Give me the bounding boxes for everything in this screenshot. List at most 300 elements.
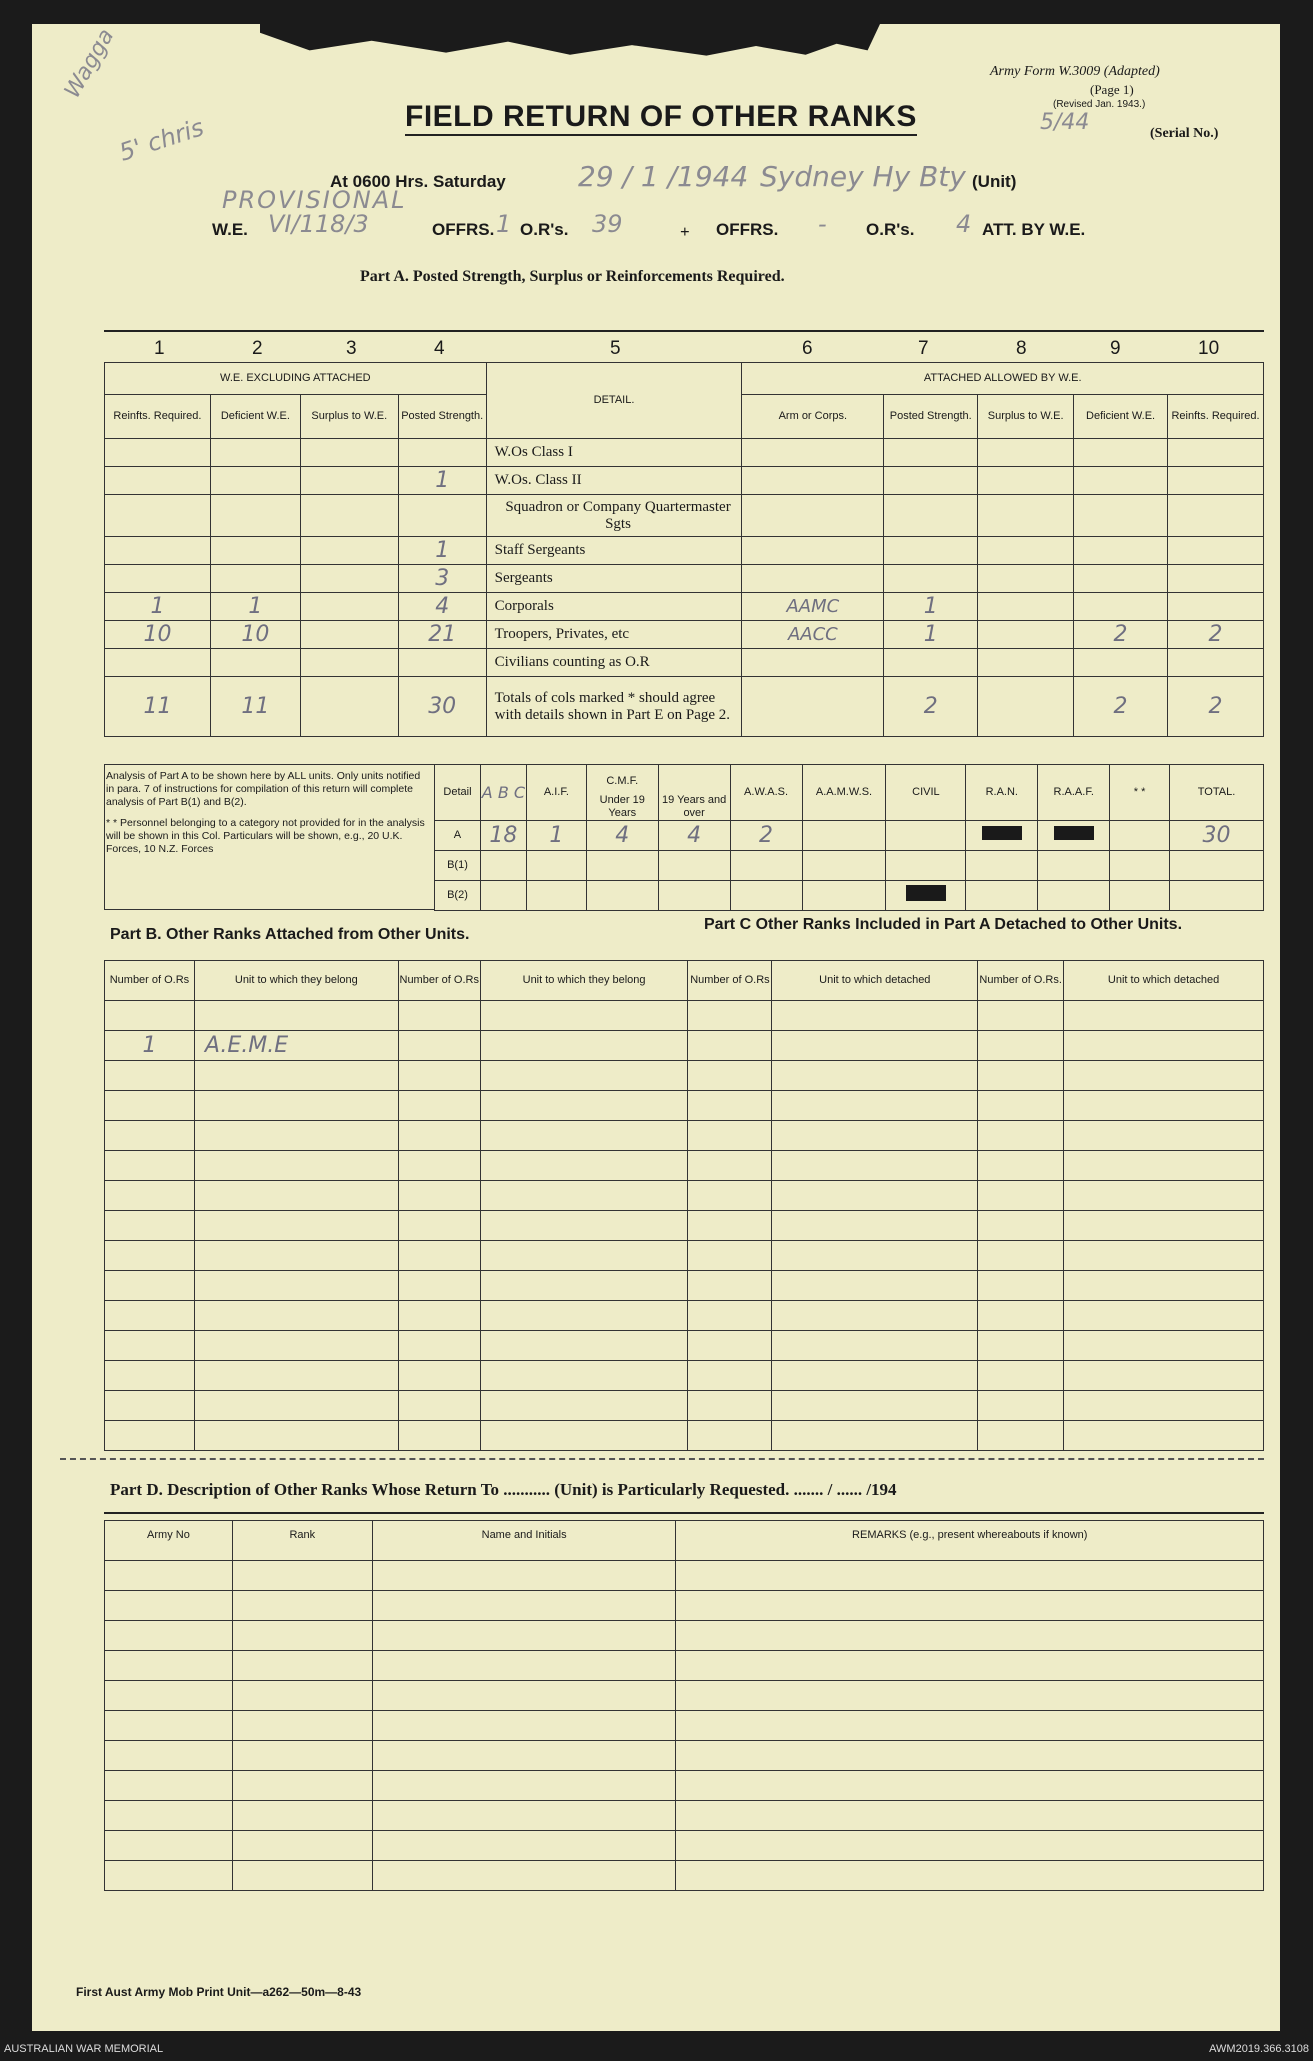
row-c10 <box>1168 537 1264 565</box>
row-c1: 11 <box>105 677 211 737</box>
row-c7: 1 <box>884 621 978 649</box>
row-detail: Squadron or Company Quartermaster Sgts <box>486 495 742 537</box>
part-bc-cell <box>978 1211 1064 1241</box>
part-d-cell <box>232 1771 372 1801</box>
row-c4: 3 <box>398 565 486 593</box>
part-bc-row <box>105 1301 1264 1331</box>
part-b-unit-header-1: Unit to which they belong <box>194 961 398 1001</box>
row-c10: 2 <box>1168 621 1264 649</box>
part-bc-cell <box>688 1391 772 1421</box>
part-bc-rows <box>105 1001 1264 1451</box>
part-d-rank: Rank <box>232 1521 372 1561</box>
part-bc-cell <box>688 1091 772 1121</box>
row-c10 <box>1168 593 1264 621</box>
row-c10 <box>1168 649 1264 677</box>
row-c6 <box>742 467 884 495</box>
part-bc-row <box>105 1091 1264 1121</box>
part-bc-cell <box>978 1151 1064 1181</box>
part-d-row <box>105 1711 1264 1741</box>
col-surplus-we: Surplus to W.E. <box>300 395 398 439</box>
part-d-cell <box>105 1861 233 1891</box>
part-d-cell <box>105 1681 233 1711</box>
part-d-cell <box>232 1711 372 1741</box>
part-bc-cell <box>105 1121 195 1151</box>
time-label: At 0600 Hrs. Saturday <box>330 172 506 191</box>
part-bc-cell <box>194 1121 398 1151</box>
part-bc-cell <box>978 1121 1064 1151</box>
part-bc-cell <box>194 1241 398 1271</box>
row-c9 <box>1074 649 1168 677</box>
col-att-surplus: Surplus to W.E. <box>978 395 1074 439</box>
attached-allowed-header: ATTACHED ALLOWED BY W.E. <box>742 363 1264 395</box>
row-c7 <box>884 467 978 495</box>
part-d-cell <box>372 1651 676 1681</box>
part-c-num-header-2: Number of O.Rs. <box>978 961 1064 1001</box>
part-d-row <box>105 1801 1264 1831</box>
part-bc-cell <box>772 1001 978 1031</box>
part-d-army-no: Army No <box>105 1521 233 1561</box>
part-d-cell <box>676 1621 1264 1651</box>
part-d-cell <box>232 1741 372 1771</box>
we-label: W.E. <box>212 220 248 239</box>
cut-line <box>60 1458 1264 1460</box>
row-c7 <box>884 495 978 537</box>
row-c4: 4 <box>398 593 486 621</box>
part-bc-cell <box>194 1391 398 1421</box>
analysis-note-2: * * Personnel belonging to a category not provided for in the analysis will be shown in this Col. Particulars will be shown, e.g., 20 U.K. Forces, 10 N.Z. Forces <box>106 817 425 855</box>
part-bc-cell <box>772 1121 978 1151</box>
part-d-row <box>105 1561 1264 1591</box>
part-d-cell <box>232 1861 372 1891</box>
col-num-4: 4 <box>434 338 445 359</box>
part-c-title: Part C Other Ranks Included in Part A Detached to Other Units. <box>704 916 1183 933</box>
part-bc-cell <box>398 1211 480 1241</box>
row-c10 <box>1168 467 1264 495</box>
part-bc-cell <box>688 1361 772 1391</box>
col-num-1: 1 <box>154 338 165 359</box>
row-c1 <box>105 467 211 495</box>
part-bc-cell <box>105 1241 195 1271</box>
part-d-cell <box>105 1651 233 1681</box>
row-c9 <box>1074 537 1168 565</box>
part-bc-row <box>105 1121 1264 1151</box>
analysis-over19: 19 Years and over <box>658 765 730 821</box>
row-c2 <box>210 565 300 593</box>
analysis-a-awas: 2 <box>730 821 802 851</box>
col-att-deficient: Deficient W.E. <box>1074 395 1168 439</box>
part-bc-cell <box>398 1091 480 1121</box>
part-d-title: Part D. Description of Other Ranks Whose Return To ........... (Unit) is Particularly Requested. ....... / ...... /194 <box>110 1480 897 1499</box>
row-c3 <box>300 565 398 593</box>
part-bc-cell <box>1064 1181 1264 1211</box>
we-value: VI/118/3 <box>268 210 369 238</box>
row-c3 <box>300 649 398 677</box>
part-bc-cell <box>105 1361 195 1391</box>
part-bc-cell <box>194 1421 398 1451</box>
part-bc-cell <box>398 1361 480 1391</box>
part-a-rows <box>105 439 1264 737</box>
part-a-row <box>105 537 1264 565</box>
part-bc-cell <box>480 1421 688 1451</box>
analysis-civil: CIVIL <box>886 765 966 821</box>
part-bc-cell <box>398 1151 480 1181</box>
part-bc-cell <box>1064 1301 1264 1331</box>
part-a-title: Part A. Posted Strength, Surplus or Reinforcements Required. <box>360 268 785 285</box>
part-d-cell <box>105 1711 233 1741</box>
row-c7: 2 <box>884 677 978 737</box>
part-d-cell <box>105 1771 233 1801</box>
row-c4 <box>398 439 486 467</box>
part-c-unit-header-2: Unit to which detached <box>1064 961 1264 1001</box>
archive-ref: AWM2019.366.3108 <box>1209 2043 1309 2055</box>
part-bc-cell <box>480 1181 688 1211</box>
analysis-under19 <box>586 765 658 821</box>
part-bc-cell <box>772 1211 978 1241</box>
row-c10 <box>1168 495 1264 537</box>
part-d-name: Name and Initials <box>372 1521 676 1561</box>
row-c1 <box>105 439 211 467</box>
row-c9 <box>1074 467 1168 495</box>
part-d-row <box>105 1831 1264 1861</box>
row-detail: Totals of cols marked * should agree with details shown in Part E on Page 2. <box>486 677 742 737</box>
analysis-a-o19: 4 <box>658 821 730 851</box>
part-bc-cell <box>194 1181 398 1211</box>
part-d-cell <box>105 1591 233 1621</box>
analysis-total: TOTAL. <box>1170 765 1264 821</box>
part-bc-cell <box>194 1001 398 1031</box>
part-bc-cell <box>688 1001 772 1031</box>
part-bc-cell <box>1064 1391 1264 1421</box>
part-d-row <box>105 1591 1264 1621</box>
row-detail: W.Os Class I <box>486 439 742 467</box>
part-d-remarks: REMARKS (e.g., present whereabouts if known) <box>676 1521 1264 1561</box>
part-bc-cell <box>978 1271 1064 1301</box>
row-c2: 11 <box>210 677 300 737</box>
analysis-detail-label: Detail <box>435 765 481 821</box>
part-bc-cell <box>772 1031 978 1061</box>
part-bc-cell <box>105 1091 195 1121</box>
part-bc-cell <box>688 1421 772 1451</box>
offrs2-label: OFFRS. <box>716 220 779 239</box>
part-bc-cell <box>480 1091 688 1121</box>
part-bc-cell <box>105 1391 195 1421</box>
row-c4: 21 <box>398 621 486 649</box>
part-bc-cell <box>978 1361 1064 1391</box>
part-bc-cell <box>480 1241 688 1271</box>
analysis-row-a: A <box>435 821 481 851</box>
part-bc-cell <box>978 1301 1064 1331</box>
part-bc-cell <box>688 1271 772 1301</box>
part-a-row <box>105 565 1264 593</box>
part-bc-cell <box>480 1001 688 1031</box>
col-posted-strength: Posted Strength. <box>398 395 486 439</box>
part-bc-cell <box>194 1151 398 1181</box>
part-bc-cell <box>1064 1121 1264 1151</box>
col-num-2: 2 <box>252 338 263 359</box>
part-bc-cell <box>480 1361 688 1391</box>
part-bc-cell <box>398 1301 480 1331</box>
part-d-rule <box>104 1512 1264 1514</box>
part-bc-cell <box>688 1301 772 1331</box>
part-bc-cell <box>398 1121 480 1151</box>
raaf-redaction-block <box>1054 826 1094 840</box>
part-d-row <box>105 1621 1264 1651</box>
row-c6 <box>742 565 884 593</box>
part-bc-cell <box>978 1001 1064 1031</box>
part-d-cell <box>676 1681 1264 1711</box>
part-d-row <box>105 1651 1264 1681</box>
row-c2 <box>210 467 300 495</box>
analysis-a-aif: 1 <box>526 821 586 851</box>
part-bc-row <box>105 1421 1264 1451</box>
part-bc-cell <box>1064 1061 1264 1091</box>
part-bc-cell <box>194 1061 398 1091</box>
part-d-cell <box>232 1621 372 1651</box>
part-d-rows <box>105 1561 1264 1891</box>
part-bc-cell <box>978 1331 1064 1361</box>
part-bc-table <box>104 960 1264 1451</box>
part-d-cell <box>372 1561 676 1591</box>
row-c1 <box>105 495 211 537</box>
part-bc-cell <box>480 1151 688 1181</box>
ors-label: O.R's. <box>520 220 569 239</box>
col-num-7: 7 <box>918 338 929 359</box>
part-bc-cell <box>688 1031 772 1061</box>
part-d-cell <box>105 1621 233 1651</box>
part-bc-cell <box>772 1271 978 1301</box>
part-bc-cell <box>772 1091 978 1121</box>
row-c9 <box>1074 565 1168 593</box>
part-bc-row <box>105 1001 1264 1031</box>
part-bc-cell <box>398 1421 480 1451</box>
part-d-row <box>105 1741 1264 1771</box>
part-bc-cell <box>1064 1241 1264 1271</box>
row-c10: 2 <box>1168 677 1264 737</box>
part-d-cell <box>232 1801 372 1831</box>
part-bc-cell <box>398 1001 480 1031</box>
form-id: Army Form W.3009 (Adapted) <box>990 64 1160 79</box>
analysis-a-u19: 4 <box>586 821 658 851</box>
part-bc-cell <box>480 1301 688 1331</box>
part-bc-cell <box>480 1121 688 1151</box>
revised-label: (Revised Jan. 1943.) <box>1053 99 1146 110</box>
row-c6 <box>742 439 884 467</box>
row-c8 <box>978 593 1074 621</box>
offrs-label: OFFRS. <box>432 220 495 239</box>
row-c3 <box>300 677 398 737</box>
part-bc-cell <box>1064 1001 1264 1031</box>
part-bc-cell <box>1064 1331 1264 1361</box>
row-c3 <box>300 467 398 495</box>
col-att-reinfts: Reinfts. Required. <box>1168 395 1264 439</box>
analysis-awas: A.W.A.S. <box>730 765 802 821</box>
part-d-row <box>105 1681 1264 1711</box>
col-num-9: 9 <box>1110 338 1121 359</box>
part-bc-cell <box>978 1091 1064 1121</box>
col-reinfts-required: Reinfts. Required. <box>105 395 211 439</box>
analysis-a-raaf <box>1038 821 1110 851</box>
part-bc-cell <box>772 1181 978 1211</box>
part-b-unit-header-2: Unit to which they belong <box>480 961 688 1001</box>
part-bc-cell <box>105 1151 195 1181</box>
archive-bar <box>0 2039 1313 2061</box>
row-detail: Troopers, Privates, etc <box>486 621 742 649</box>
part-d-cell <box>232 1651 372 1681</box>
analysis-row-b1: B(1) <box>435 851 481 881</box>
part-bc-cell <box>398 1031 480 1061</box>
row-c8 <box>978 495 1074 537</box>
page-label: (Page 1) <box>1090 82 1134 97</box>
margin-note-2: 5' chris <box>115 113 208 167</box>
part-b-entry-num: 1 <box>105 1031 195 1061</box>
part-d-cell <box>372 1681 676 1711</box>
part-bc-cell <box>772 1331 978 1361</box>
part-bc-cell <box>772 1301 978 1331</box>
analysis-row-b2: B(2) <box>435 881 481 911</box>
part-d-cell <box>676 1591 1264 1621</box>
analysis-a-detail: 18 <box>480 821 526 851</box>
ors-value: 39 <box>592 210 623 238</box>
part-bc-cell <box>688 1331 772 1361</box>
part-d-cell <box>372 1711 676 1741</box>
col-num-5: 5 <box>610 338 621 359</box>
row-c4: 30 <box>398 677 486 737</box>
part-bc-cell <box>1064 1271 1264 1301</box>
analysis-raaf: R.A.A.F. <box>1038 765 1110 821</box>
row-detail: Corporals <box>486 593 742 621</box>
part-bc-cell <box>105 1181 195 1211</box>
row-c8 <box>978 467 1074 495</box>
part-bc-cell <box>480 1031 688 1061</box>
analysis-a-civil <box>886 821 966 851</box>
part-a-row <box>105 593 1264 621</box>
provisional-note: PROVISIONAL <box>222 186 407 214</box>
row-c3 <box>300 593 398 621</box>
part-d-cell <box>676 1711 1264 1741</box>
row-c6 <box>742 495 884 537</box>
part-bc-cell <box>1064 1211 1264 1241</box>
part-bc-cell <box>772 1241 978 1271</box>
part-bc-cell <box>1064 1361 1264 1391</box>
row-c2 <box>210 439 300 467</box>
analysis-a-other <box>1110 821 1170 851</box>
analysis-aamws: A.A.M.W.S. <box>802 765 886 821</box>
row-c2 <box>210 495 300 537</box>
form-title: FIELD RETURN OF OTHER RANKS <box>405 100 917 136</box>
archive-name: AUSTRALIAN WAR MEMORIAL <box>4 2043 164 2055</box>
cmf-label: C.M.F. <box>606 775 639 787</box>
part-d-cell <box>676 1741 1264 1771</box>
part-d-cell <box>232 1591 372 1621</box>
part-bc-cell <box>194 1301 398 1331</box>
part-bc-row <box>105 1241 1264 1271</box>
civil-redaction-block <box>906 885 946 901</box>
analysis-a-ran <box>966 821 1038 851</box>
row-c7 <box>884 649 978 677</box>
part-bc-cell <box>398 1181 480 1211</box>
we-excluding-header: W.E. EXCLUDING ATTACHED <box>105 363 487 395</box>
part-d-cell <box>372 1831 676 1861</box>
col-num-6: 6 <box>802 338 813 359</box>
row-c6: AAMC <box>742 593 884 621</box>
analysis-other: * * <box>1110 765 1170 821</box>
part-d-cell <box>676 1801 1264 1831</box>
part-bc-cell <box>398 1331 480 1361</box>
part-d-cell <box>676 1771 1264 1801</box>
part-bc-cell <box>105 1271 195 1301</box>
row-c8 <box>978 439 1074 467</box>
row-c9 <box>1074 593 1168 621</box>
col-deficient-we: Deficient W.E. <box>210 395 300 439</box>
part-bc-row <box>105 1061 1264 1091</box>
part-bc-cell <box>105 1421 195 1451</box>
ors2-label: O.R's. <box>866 220 915 239</box>
analysis-table <box>434 764 1264 911</box>
part-bc-cell <box>398 1061 480 1091</box>
part-bc-cell <box>978 1421 1064 1451</box>
row-c7 <box>884 439 978 467</box>
part-bc-cell <box>688 1121 772 1151</box>
part-d-cell <box>676 1651 1264 1681</box>
part-b-entry-unit: A.E.M.E <box>194 1031 398 1061</box>
detail-header: DETAIL. <box>486 363 742 439</box>
row-c6 <box>742 649 884 677</box>
analysis-a-aamws <box>802 821 886 851</box>
ors2-value: 4 <box>956 210 972 238</box>
part-bc-cell <box>105 1211 195 1241</box>
print-footer: First Aust Army Mob Print Unit—a262—50m—8-43 <box>76 1985 362 1999</box>
part-bc-row <box>105 1031 1264 1061</box>
row-detail: Civilians counting as O.R <box>486 649 742 677</box>
row-c2: 10 <box>210 621 300 649</box>
serial-value: 5/44 <box>1040 110 1090 135</box>
part-bc-cell <box>105 1061 195 1091</box>
row-c2 <box>210 649 300 677</box>
part-d-cell <box>232 1681 372 1711</box>
row-c9: 2 <box>1074 621 1168 649</box>
part-bc-cell <box>772 1391 978 1421</box>
part-d-cell <box>676 1831 1264 1861</box>
part-bc-cell <box>398 1271 480 1301</box>
part-bc-cell <box>105 1331 195 1361</box>
part-d-cell <box>372 1771 676 1801</box>
part-bc-cell <box>772 1151 978 1181</box>
part-a-row <box>105 495 1264 537</box>
part-bc-row <box>105 1271 1264 1301</box>
part-bc-cell <box>398 1241 480 1271</box>
part-bc-row <box>105 1181 1264 1211</box>
part-d-cell <box>232 1561 372 1591</box>
att-label: ATT. BY W.E. <box>982 220 1086 239</box>
part-a-row <box>105 467 1264 495</box>
part-bc-cell <box>978 1031 1064 1061</box>
part-b-title: Part B. Other Ranks Attached from Other Units. <box>110 926 470 943</box>
offrs2-value: - <box>818 210 827 238</box>
part-bc-cell <box>398 1391 480 1421</box>
part-bc-row <box>105 1211 1264 1241</box>
row-c2: 1 <box>210 593 300 621</box>
part-a-row <box>105 621 1264 649</box>
part-bc-cell <box>1064 1091 1264 1121</box>
analysis-note-box <box>104 764 434 910</box>
part-bc-cell <box>772 1421 978 1451</box>
row-detail: Staff Sergeants <box>486 537 742 565</box>
part-bc-cell <box>480 1271 688 1301</box>
unit-label: (Unit) <box>972 172 1017 191</box>
part-bc-cell <box>480 1061 688 1091</box>
row-c3 <box>300 495 398 537</box>
part-bc-cell <box>772 1061 978 1091</box>
